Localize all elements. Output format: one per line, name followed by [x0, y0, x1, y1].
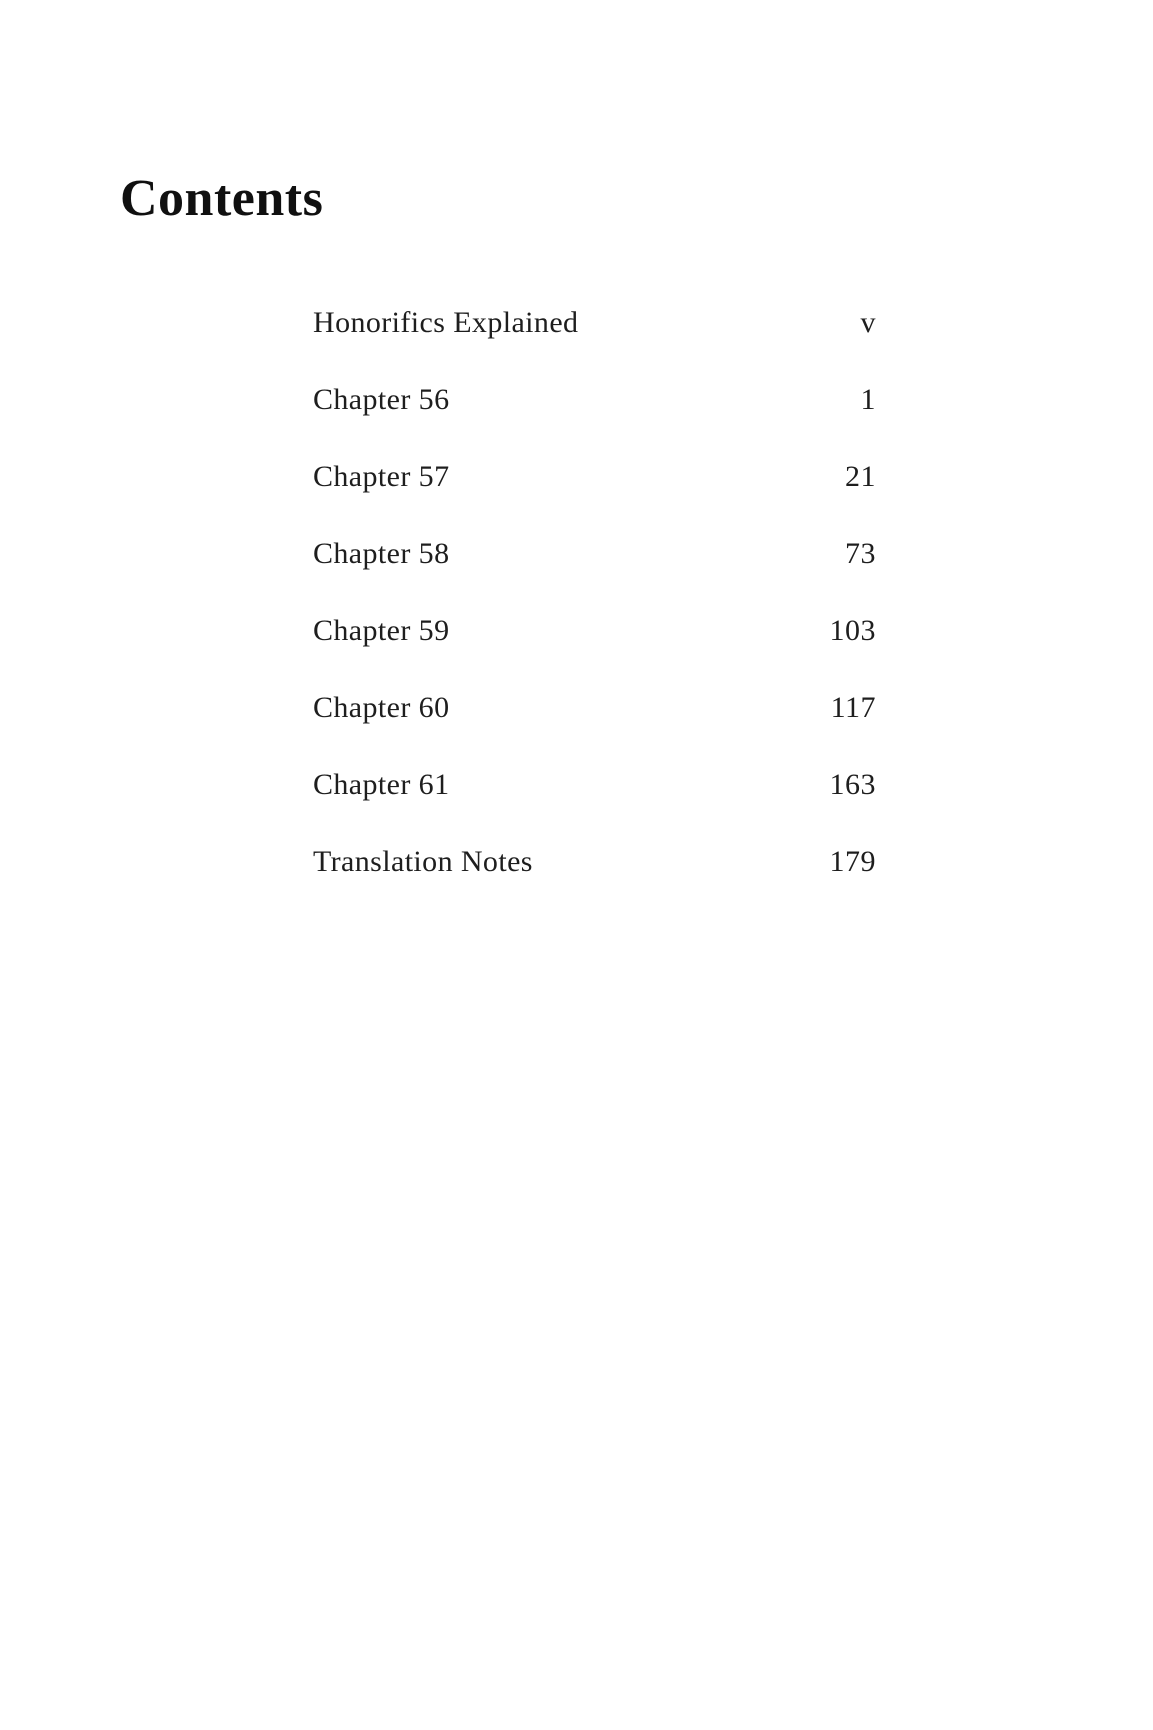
toc-entry [313, 537, 876, 571]
toc-entry-label: Honorifics Explained [313, 306, 579, 339]
toc-entry [313, 845, 876, 879]
toc-entry-page: 21 [845, 460, 876, 493]
toc-entry [313, 768, 876, 802]
toc-entry-page: 117 [830, 691, 876, 724]
toc-entry-label: Chapter 58 [313, 537, 450, 570]
page-title: Contents [120, 170, 324, 227]
toc-entry-label: Chapter 57 [313, 460, 450, 493]
toc-entry-label: Chapter 56 [313, 383, 450, 416]
toc-entry-page: v [860, 306, 876, 339]
toc-entry [313, 614, 876, 648]
toc-entry-label: Chapter 59 [313, 614, 450, 647]
toc-entry-label: Chapter 61 [313, 768, 450, 801]
toc-entry-label: Chapter 60 [313, 691, 450, 724]
toc-entry [313, 383, 876, 417]
toc-entry-label: Translation Notes [313, 845, 533, 878]
toc-entry [313, 460, 876, 494]
toc-entry-page: 1 [860, 383, 876, 416]
toc-entry [313, 691, 876, 725]
toc-entry [313, 306, 876, 340]
toc-entry-page: 103 [829, 614, 876, 647]
toc-entry-page: 73 [845, 537, 876, 570]
toc-entry-page: 163 [829, 768, 876, 801]
toc-entry-page: 179 [829, 845, 876, 878]
toc-list [313, 306, 876, 922]
